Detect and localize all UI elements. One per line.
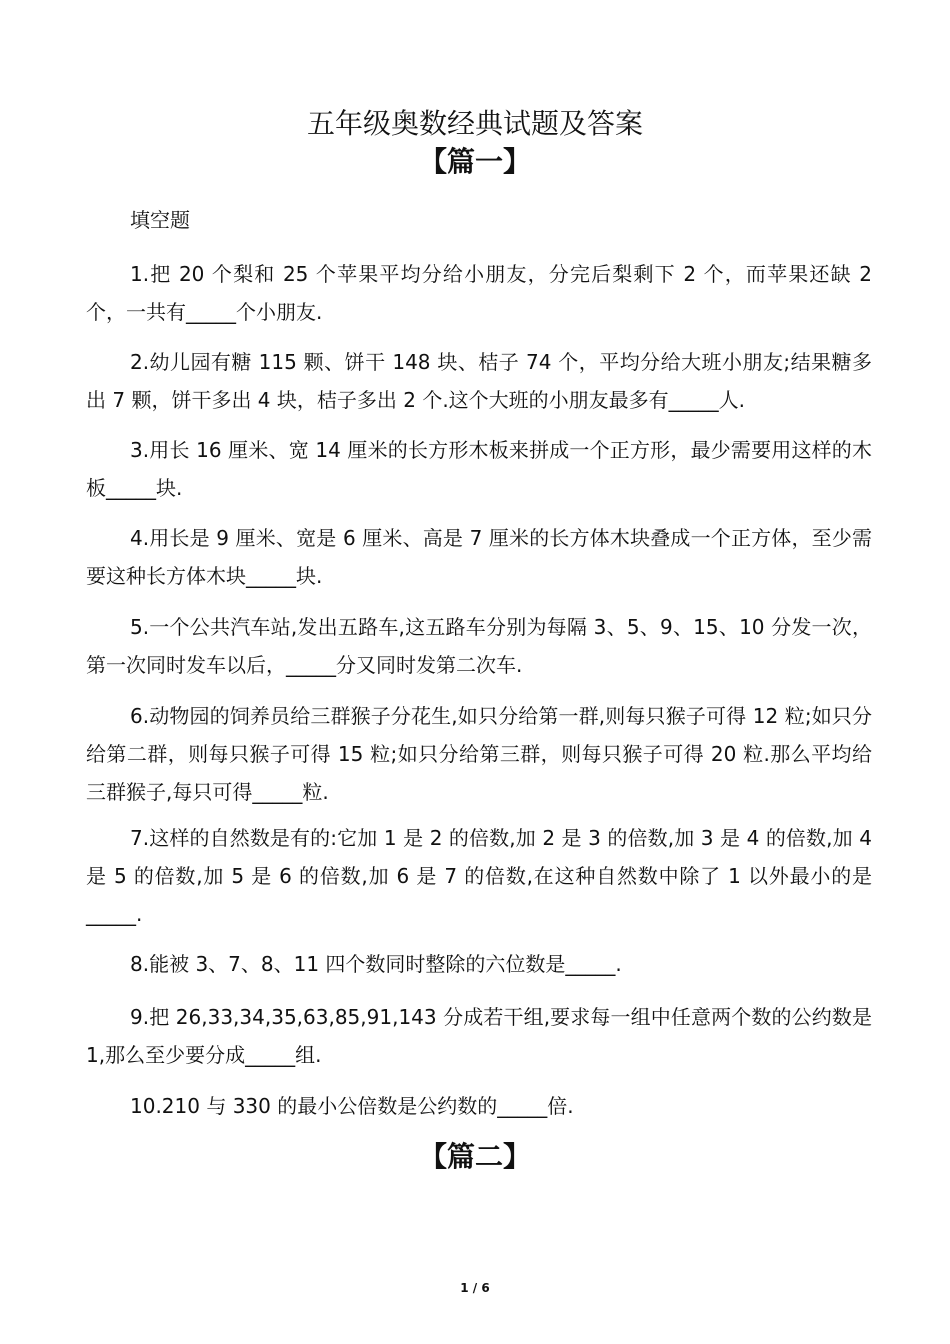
question-8: 8.能被 3、7、8、11 四个数同时整除的六位数是_____.	[130, 952, 622, 976]
question-6: 6.动物园的饲养员给三群猴子分花生,如只分给第一群,则每只猴子可得 12 粒;如只分给第二群，则每只猴子可得 15 粒;如只分给第三群，则每只猴子可得 20 粒.那么平均给三群猴子,每只可得_____粒.	[86, 704, 872, 804]
section-heading-1: 【篇一】	[418, 145, 531, 178]
fill-in-label: 填空题	[130, 208, 190, 232]
section-heading-2: 【篇二】	[418, 1140, 531, 1173]
question-1: 1.把 20 个梨和 25 个苹果平均分给小朋友，分完后梨剩下 2 个，而苹果还缺 2 个，一共有_____个小朋友.	[86, 262, 872, 324]
question-7: 7.这样的自然数是有的:它加 1 是 2 的倍数,加 2 是 3 的倍数,加 3 是 4 的倍数,加 4 是 5 的倍数,加 5 是 6 的倍数,加 6 是 7 的倍数,在这种自然数中除了 1 以外最小的是_____.	[86, 826, 872, 926]
question-2: 2.幼儿园有糖 115 颗、饼干 148 块、桔子 74 个，平均分给大班小朋友;结果糖多出 7 颗，饼干多出 4 块，桔子多出 2 个.这个大班的小朋友最多有_____人.	[86, 350, 872, 412]
question-9: 9.把 26,33,34,35,63,85,91,143 分成若干组,要求每一组中任意两个数的公约数是 1,那么至少要分成_____组.	[86, 1005, 872, 1067]
document-title: 五年级奥数经典试题及答案	[306, 107, 643, 140]
question-10: 10.210 与 330 的最小公倍数是公约数的_____倍.	[130, 1094, 574, 1118]
question-3: 3.用长 16 厘米、宽 14 厘米的长方形木板来拼成一个正方形，最少需要用这样的木板_____块.	[86, 438, 872, 500]
page-indicator: 1 / 6	[460, 1281, 490, 1295]
question-5: 5.一个公共汽车站,发出五路车,这五路车分别为每隔 3、5、9、15、10 分发一次，第一次同时发车以后，_____分又同时发第二次车.	[86, 615, 872, 677]
question-4: 4.用长是 9 厘米、宽是 6 厘米、高是 7 厘米的长方体木块叠成一个正方体，至少需要这种长方体木块_____块.	[86, 526, 872, 588]
